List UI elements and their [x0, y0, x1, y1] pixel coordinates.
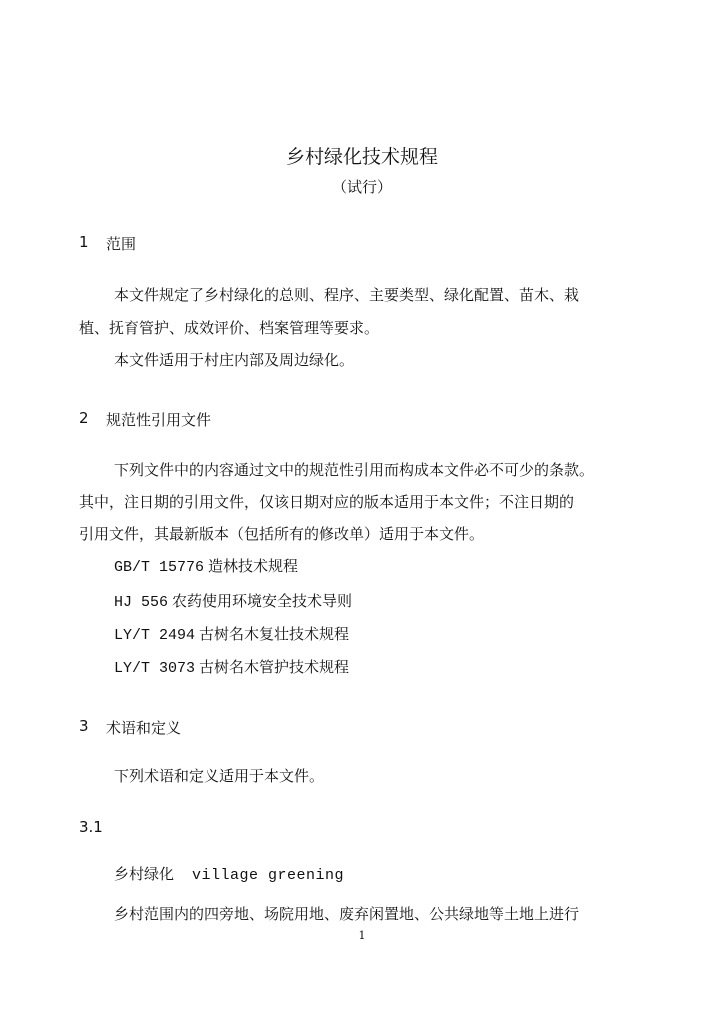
- page-number: 1: [358, 929, 366, 942]
- section-2-paragraph-line-3: 引用文件，其最新版本（包括所有的修改单）适用于本文件。: [79, 525, 485, 543]
- reference-item: [114, 623, 349, 644]
- term-heading: [114, 863, 344, 884]
- reference-item: [114, 590, 352, 611]
- reference-item: [114, 656, 349, 677]
- section-3-number: 3: [79, 717, 89, 735]
- section-1-paragraph-1-line-1: 本文件规定了乡村绿化的总则、程序、主要类型、绿化配置、苗木、栽: [114, 286, 580, 304]
- subsection-3-1-number: 3.1: [79, 818, 103, 836]
- reference-code: LY/T 2494: [114, 627, 196, 644]
- section-1-title: 范围: [106, 235, 137, 253]
- document-subtitle: （试行）: [331, 178, 392, 196]
- term-chinese: 乡村绿化: [114, 865, 175, 883]
- section-1-paragraph-1-line-2: 植、抚育管护、成效评价、档案管理等要求。: [79, 319, 380, 337]
- section-1-paragraph-2: 本文件适用于村庄内部及周边绿化。: [114, 351, 355, 369]
- section-2-paragraph-line-1: 下列文件中的内容通过文中的规范性引用而构成本文件必不可少的条款。: [114, 461, 595, 479]
- section-2-title: 规范性引用文件: [106, 411, 212, 429]
- reference-item: [114, 555, 298, 576]
- term-english: village greening: [192, 867, 345, 884]
- term-definition-line-1: 乡村范围内的四旁地、场院用地、废弃闲置地、公共绿地等土地上进行: [114, 905, 580, 923]
- reference-code: LY/T 3073: [114, 660, 196, 677]
- reference-name: 造林技术规程: [208, 557, 299, 575]
- reference-name: 古树名木管护技术规程: [199, 658, 350, 676]
- reference-name: 古树名木复壮技术规程: [199, 625, 350, 643]
- document-title: 乡村绿化技术规程: [285, 146, 438, 168]
- section-3-paragraph: 下列术语和定义适用于本文件。: [114, 767, 325, 785]
- section-1-number: 1: [79, 233, 89, 251]
- reference-code: GB/T 15776: [114, 559, 205, 576]
- reference-code: HJ 556: [114, 594, 169, 611]
- reference-name: 农药使用环境安全技术导则: [172, 592, 353, 610]
- section-2-number: 2: [79, 409, 89, 427]
- section-3-title: 术语和定义: [106, 719, 182, 737]
- section-2-paragraph-line-2: 其中，注日期的引用文件，仅该日期对应的版本适用于本文件；不注日期的: [79, 493, 575, 511]
